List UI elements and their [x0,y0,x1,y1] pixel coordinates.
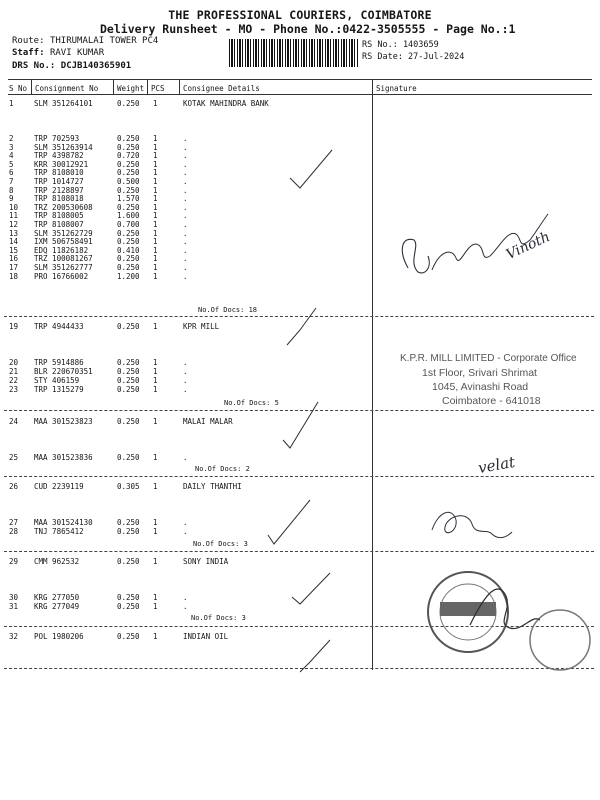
row-consignment-no: KRG 277049 [34,602,80,611]
row-pcs: 1 [153,194,158,204]
row-dot: . [183,527,188,536]
row-pcs: 1 [153,367,158,376]
row-sno: 12 [9,220,19,229]
runsheet-title: Delivery Runsheet - MO - Phone No.:0422-3505555 - Page No.:1 [100,22,516,36]
row-sno: 5 [9,159,14,169]
row-consignee: INDIAN OIL [183,632,229,641]
row-pcs: 1 [153,228,158,238]
row-consignment-no: TRP 702593 [34,134,80,143]
row-consignment-no: SLM 351262729 [34,228,93,238]
row-consignment-no: TRP 5914886 [34,358,84,367]
row-consignment-no: TRP 8108007 [34,220,84,229]
row-sno: 9 [9,194,14,204]
row-dot: . [183,168,188,178]
row-weight: 0.250 [117,632,140,641]
row-consignment-no: POL 1980206 [34,632,84,641]
row-pcs: 1 [153,263,158,272]
row-consignment-no: TRP 8108005 [34,211,84,221]
row-pcs: 1 [153,237,158,247]
row-pcs: 1 [153,159,158,169]
row-pcs: 1 [153,385,158,394]
no-of-docs: No.Of Docs: 18 [198,306,258,314]
row-sno: 13 [9,228,19,238]
row-consignment-no: TRZ 200530608 [34,202,93,212]
row-weight: 1.570 [117,194,140,204]
row-pcs: 1 [153,254,158,264]
row-dot: . [183,177,188,186]
row-consignment-no: TRP 4944433 [34,322,84,331]
row-sno: 7 [9,177,14,186]
row-pcs: 1 [153,245,158,255]
no-of-docs: No.Of Docs: 5 [224,399,279,407]
row-dot: . [183,263,188,272]
row-weight: 0.700 [117,220,140,229]
group-separator [4,410,594,411]
row-dot: . [183,237,188,247]
row-sno: 8 [9,185,14,195]
row-sno: 17 [9,263,19,272]
row-weight: 0.410 [117,245,140,255]
row-sno: 26 [9,482,19,491]
row-consignment-no: TRP 4398782 [34,151,84,161]
row-dot: . [183,142,188,152]
group-separator [4,476,594,477]
row-pcs: 1 [153,202,158,212]
row-consignment-no: PRO 16766002 [34,271,89,281]
no-of-docs: No.Of Docs: 3 [191,614,246,622]
tick-mark [292,573,330,604]
row-dot: . [183,602,188,611]
row-consignment-no: MAA 301524130 [34,518,93,527]
row-weight: 0.250 [117,602,140,611]
barcode [229,39,359,67]
col-signature-header: Signature [376,84,417,93]
row-consignment-no: MAA 301523836 [34,453,93,462]
row-pcs: 1 [153,177,158,186]
row-weight: 0.250 [117,263,140,272]
row-weight: 0.250 [117,453,140,462]
row-consignee: MALAI MALAR [183,417,233,426]
row-consignee: KOTAK MAHINDRA BANK [183,99,269,108]
row-dot: . [183,202,188,212]
row-weight: 0.720 [117,151,140,161]
row-consignment-no: MAA 301523823 [34,417,93,426]
row-dot: . [183,453,188,462]
col-consignee-header: Consignee Details [183,84,260,93]
rs-date: RS Date: 27-Jul-2024 [362,52,465,62]
row-pcs: 1 [153,593,158,602]
row-sno: 30 [9,593,19,602]
row-pcs: 1 [153,527,158,536]
row-consignment-no: TRP 1014727 [34,177,84,186]
col-weight-header: Weight [117,84,145,93]
row-sno: 28 [9,527,19,536]
row-weight: 0.500 [117,177,140,186]
tick-mark [287,308,316,345]
kpr-stamp-line: 1045, Avinashi Road [432,381,529,393]
row-dot: . [183,367,188,376]
row-pcs: 1 [153,358,158,367]
row-pcs: 1 [153,557,158,566]
tick-mark [290,150,332,188]
tick-mark [268,500,310,544]
row-pcs: 1 [153,632,158,641]
row-pcs: 1 [153,185,158,195]
row-pcs: 1 [153,518,158,527]
row-weight: 0.250 [117,593,140,602]
no-of-docs: No.Of Docs: 2 [195,465,250,473]
row-sno: 25 [9,453,19,462]
row-sno: 14 [9,237,19,247]
row-sno: 15 [9,245,19,255]
row-dot: . [183,134,188,143]
row-pcs: 1 [153,151,158,161]
route-label: Route: [12,36,45,46]
no-of-docs: No.Of Docs: 3 [193,540,248,548]
drs-label: DRS No.: [12,61,56,71]
row-weight: 0.250 [117,254,140,264]
staff-line [12,48,104,58]
tick-mark [283,402,318,448]
row-pcs: 1 [153,211,158,221]
col-sno-header: S No [9,84,28,93]
row-dot: . [183,593,188,602]
route-value: THIRUMALAI TOWER PC4 [49,36,159,46]
row-consignment-no: IXM 506758491 [34,237,93,247]
row-weight: 0.250 [117,385,140,394]
row-weight: 0.250 [117,527,140,536]
row-consignment-no: TRP 8108018 [34,194,84,204]
row-dot: . [183,220,188,229]
row-dot: . [183,271,188,281]
row-weight: 1.600 [117,211,140,221]
rs-number: RS No.: 1403659 [362,40,439,50]
row-sno: 1 [9,99,14,108]
row-dot: . [183,151,188,161]
row-dot: . [183,376,188,385]
row-weight: 0.250 [117,159,140,169]
row-weight: 0.250 [117,237,140,247]
row-pcs: 1 [153,602,158,611]
row-dot: . [183,228,188,238]
row-sno: 20 [9,358,19,367]
kpr-stamp-line: 1st Floor, Srivari Shrimat [422,367,537,379]
row-sno: 24 [9,417,19,426]
row-sno: 16 [9,254,19,264]
signature-scribble [432,512,512,537]
row-weight: 0.250 [117,168,140,178]
row-pcs: 1 [153,220,158,229]
col-pcs-header: PCS [151,84,165,93]
row-pcs: 1 [153,453,158,462]
row-consignment-no: TRP 8108010 [34,168,84,178]
malai-signature-name: velat [476,452,517,478]
row-weight: 0.250 [117,99,140,108]
row-weight: 0.250 [117,134,140,143]
row-consignment-no: KRG 277050 [34,593,80,602]
row-consignment-no: EDQ 11826182 [34,245,89,255]
row-weight: 0.250 [117,202,140,212]
row-sno: 4 [9,151,14,161]
row-weight: 0.250 [117,358,140,367]
row-sno: 2 [9,134,14,143]
signature-column-divider [372,80,373,670]
row-pcs: 1 [153,322,158,331]
route-line [12,36,158,46]
row-dot: . [183,254,188,264]
col-consignment-header: Consignment No [35,84,99,93]
row-pcs: 1 [153,99,158,108]
group-separator [4,316,594,317]
row-weight: 0.250 [117,518,140,527]
row-sno: 11 [9,211,19,221]
row-pcs: 1 [153,376,158,385]
row-weight: 0.305 [117,482,140,491]
row-weight: 0.250 [117,228,140,238]
row-consignment-no: BLR 220670351 [34,367,93,376]
round-stamp [428,572,508,652]
drs-value: DCJB140365901 [60,61,132,71]
row-pcs: 1 [153,142,158,152]
row-weight: 0.250 [117,376,140,385]
row-weight: 0.250 [117,557,140,566]
row-dot: . [183,385,188,394]
row-dot: . [183,194,188,204]
row-consignment-no: SLM 351263914 [34,142,93,152]
col-divider [147,80,148,94]
row-consignment-no: SLM 351262777 [34,263,93,272]
row-consignee: SONY INDIA [183,557,229,566]
row-weight: 0.250 [117,367,140,376]
row-sno: 6 [9,168,14,178]
row-sno: 29 [9,557,19,566]
row-consignee: DAILY THANTHI [183,482,242,491]
row-dot: . [183,185,188,195]
row-sno: 10 [9,202,19,212]
row-consignment-no: CUD 2239119 [34,482,84,491]
row-dot: . [183,159,188,169]
col-divider [31,80,32,94]
stamp-bar [440,602,496,616]
row-sno: 27 [9,518,19,527]
row-weight: 0.250 [117,142,140,152]
staff-value: RAVI KUMAR [49,48,105,58]
row-weight: 0.250 [117,185,140,195]
row-sno: 21 [9,367,19,376]
row-weight: 0.250 [117,417,140,426]
row-weight: 0.250 [117,322,140,331]
col-divider [113,80,114,94]
row-dot: . [183,518,188,527]
row-sno: 32 [9,632,19,641]
row-sno: 22 [9,376,19,385]
drs-line [12,61,131,71]
row-sno: 3 [9,142,14,152]
row-consignment-no: TNJ 7865412 [34,527,84,536]
row-consignment-no: TRP 2128897 [34,185,84,195]
company-name: THE PROFESSIONAL COURIERS, COIMBATORE [168,8,432,22]
kpr-stamp [400,352,577,408]
row-sno: 23 [9,385,19,394]
row-weight: 1.200 [117,271,140,281]
group-separator [4,668,594,669]
row-pcs: 1 [153,482,158,491]
staff-label: Staff: [12,48,45,58]
row-consignment-no: TRP 1315279 [34,385,84,394]
row-consignment-no: SLM 351264101 [34,99,93,108]
row-sno: 19 [9,322,19,331]
row-pcs: 1 [153,271,158,281]
kpr-stamp-line: Coimbatore - 641018 [442,395,541,407]
group-separator [4,626,594,627]
row-consignment-no: KRR 30012921 [34,159,89,169]
row-consignment-no: TRZ 100081267 [34,254,93,264]
row-pcs: 1 [153,417,158,426]
kpr-stamp-line: K.P.R. MILL LIMITED - Corporate Office [400,353,577,364]
kotak-signature-name: Vinoth [503,228,553,264]
row-sno: 18 [9,271,19,281]
table-header-border [8,94,592,95]
signature-scribble [402,239,429,273]
row-dot: . [183,245,188,255]
group-separator [4,551,594,552]
col-divider [179,80,180,94]
table-top-border [8,79,592,80]
signature-scribble [470,589,540,629]
row-pcs: 1 [153,168,158,178]
row-dot: . [183,358,188,367]
row-consignment-no: CMM 962532 [34,557,80,566]
row-sno: 31 [9,602,19,611]
row-consignment-no: STY 406159 [34,376,80,385]
round-stamp [530,610,590,670]
row-pcs: 1 [153,134,158,143]
round-stamp-inner [440,584,496,640]
row-consignee: KPR MILL [183,322,220,331]
row-dot: . [183,211,188,221]
